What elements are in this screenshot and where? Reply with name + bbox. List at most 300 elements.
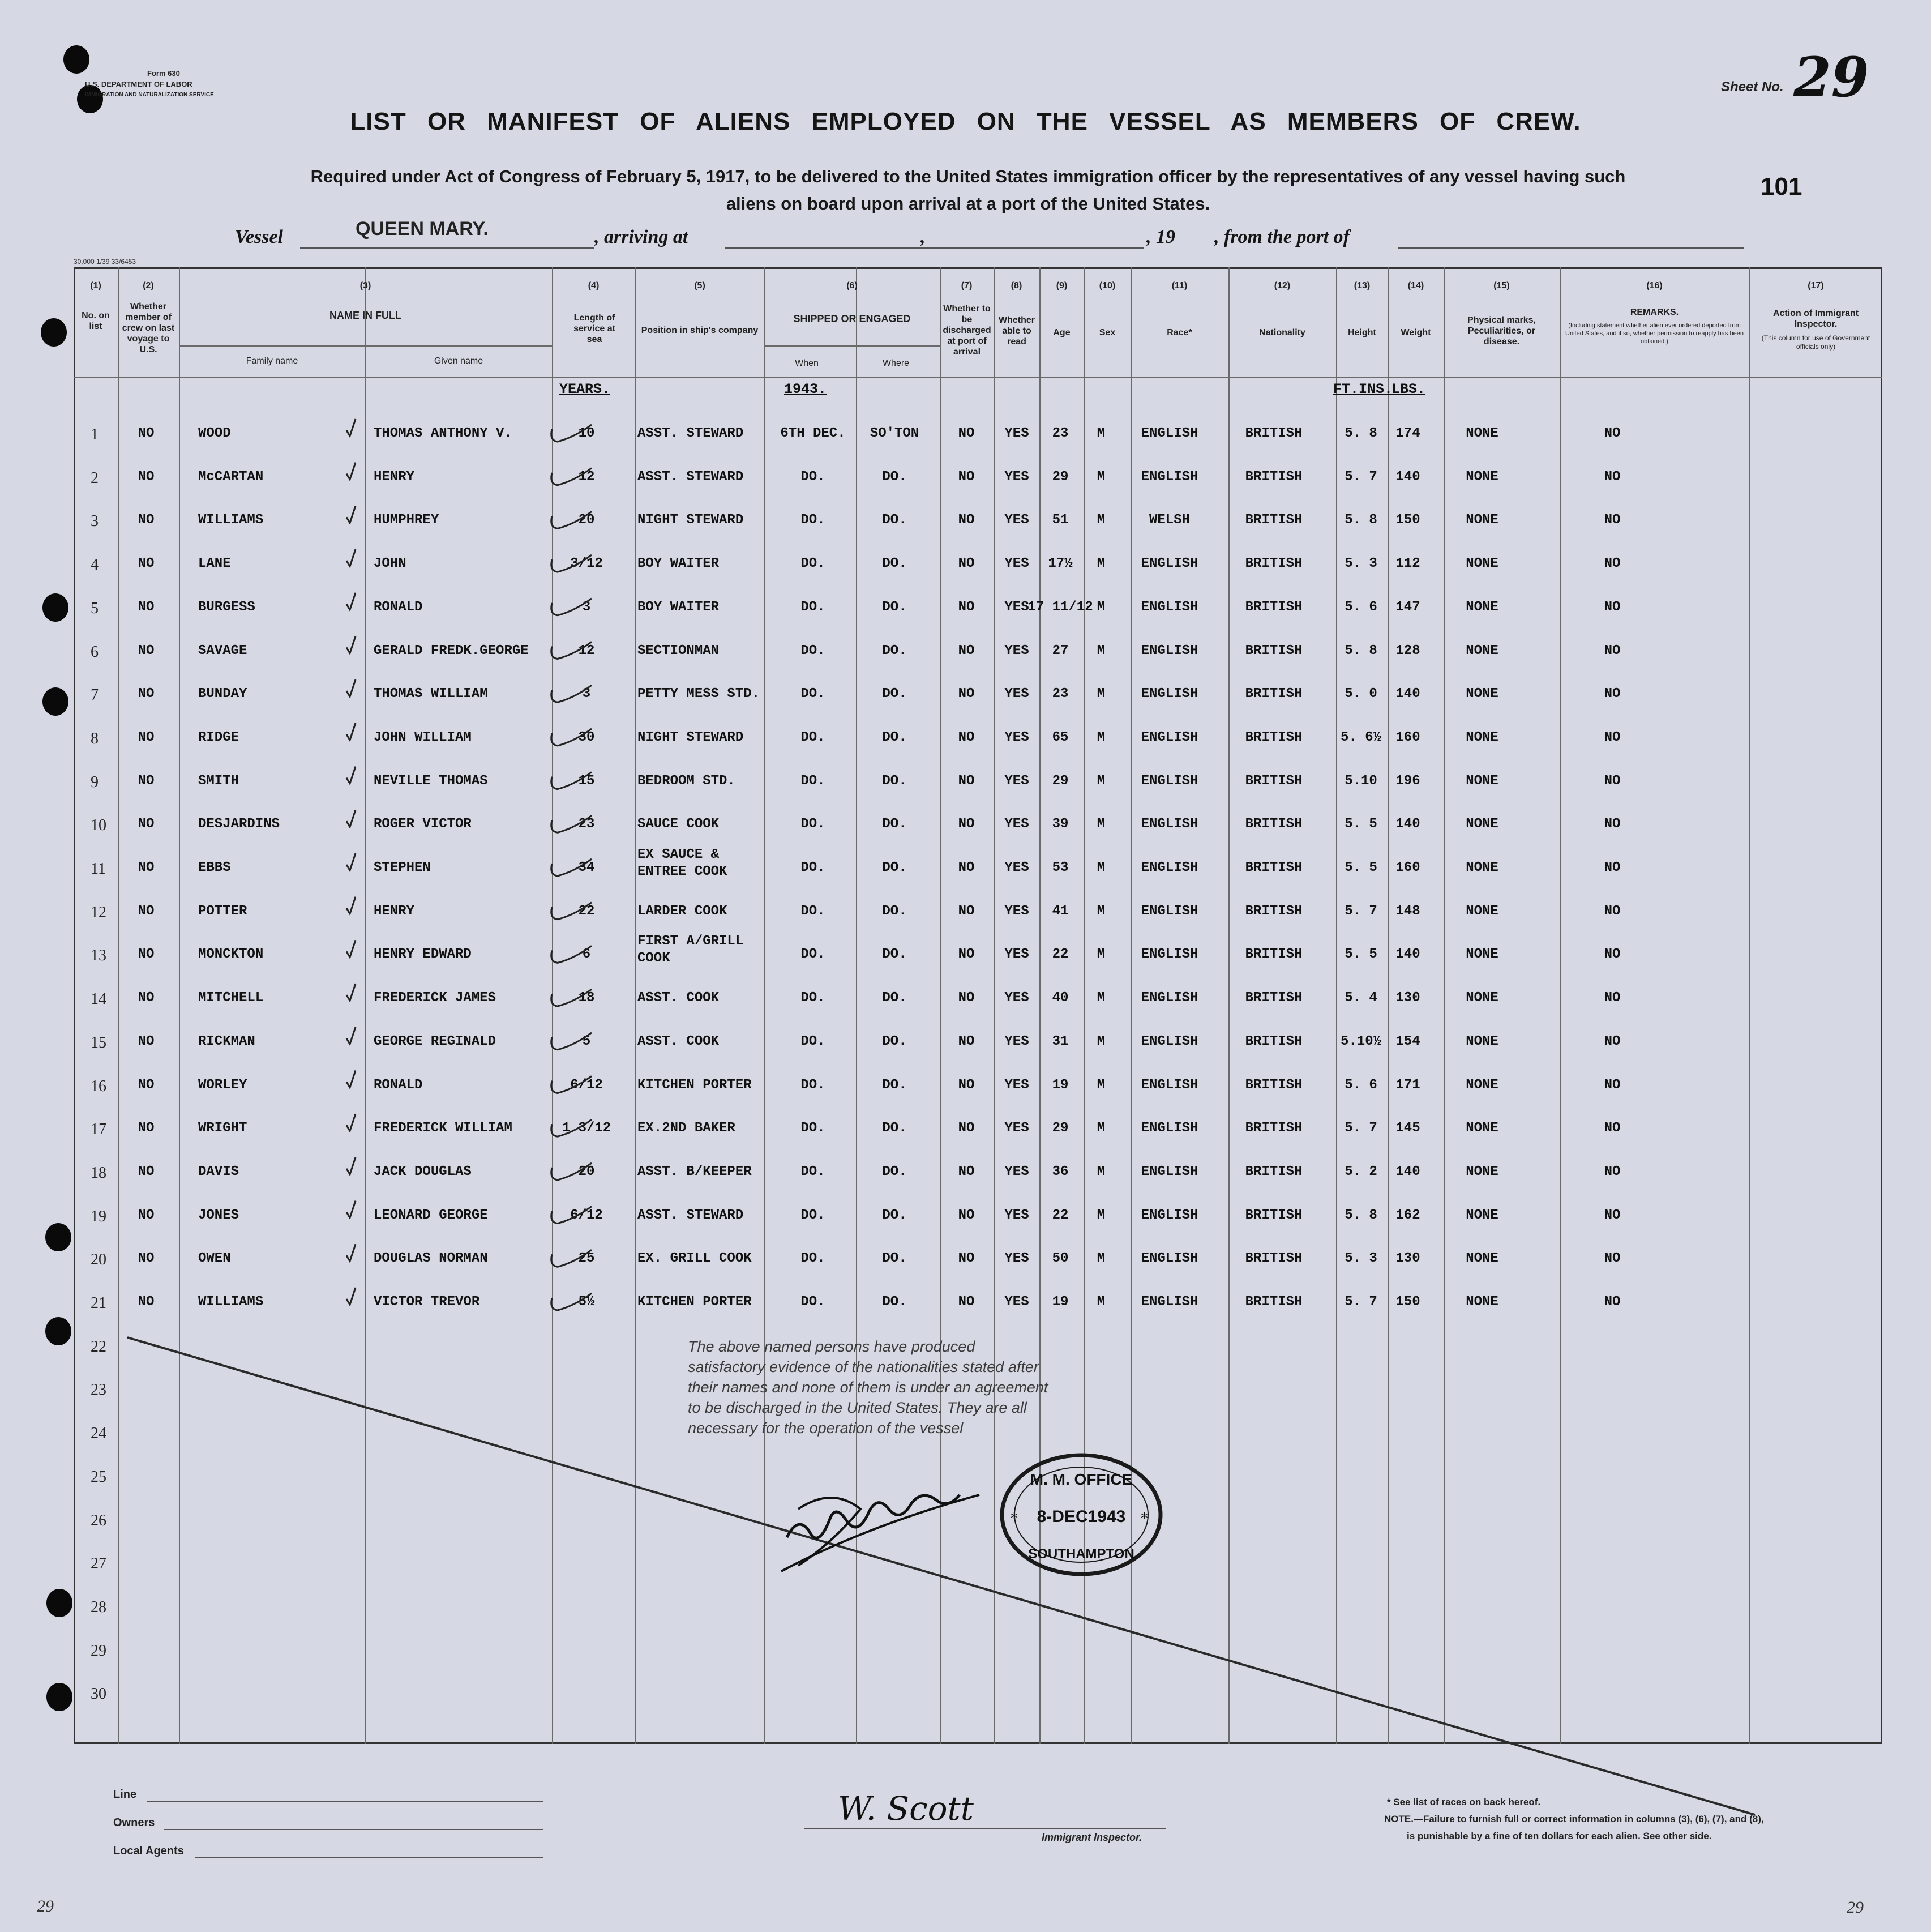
- cell-family: DAVIS: [198, 1164, 239, 1179]
- cell-age: 50: [1052, 1251, 1069, 1267]
- cell-remarks: NO: [1604, 469, 1621, 485]
- cell-family: WILLIAMS: [198, 512, 264, 528]
- col-header-position: Position in ship's company: [641, 326, 759, 335]
- cell-when: DO.: [800, 773, 825, 789]
- footer-line: Line: [113, 1788, 137, 1801]
- cell-where: DO.: [882, 990, 907, 1006]
- check-mark: [346, 679, 356, 696]
- cell-race: ENGLISH: [1141, 426, 1198, 441]
- row-number: 3: [91, 512, 99, 531]
- cell-remarks: NO: [1604, 1077, 1621, 1093]
- page-title: LIST OR MANIFEST OF ALIENS EMPLOYED ON THE VESSEL AS MEMBERS OF CREW.: [350, 108, 1581, 135]
- cell-weight: 162: [1395, 1207, 1420, 1223]
- cell-race: ENGLISH: [1141, 1033, 1198, 1049]
- check-mark: [551, 946, 592, 963]
- cell-where: DO.: [882, 947, 907, 963]
- cell-weight: 112: [1395, 556, 1420, 572]
- cell-weight: 148: [1395, 903, 1420, 919]
- row-number: 8: [91, 729, 99, 747]
- cell-race: ENGLISH: [1141, 643, 1198, 659]
- cell-height: 5. 6: [1345, 599, 1377, 615]
- col-header-action-sub: (This column for use of Government officials only): [1761, 334, 1870, 351]
- subtitle-line-2: aliens on board upon arrival at a port of the United States.: [726, 194, 1210, 213]
- cell-service: 3: [582, 686, 591, 702]
- cell-weight: 171: [1395, 1077, 1420, 1093]
- empty-row-number: 22: [91, 1337, 106, 1356]
- col-header-weight: Weight: [1401, 328, 1431, 337]
- cell-marks: NONE: [1466, 1033, 1498, 1049]
- cell-nat: BRITISH: [1245, 1164, 1303, 1179]
- cell-given: DOUGLAS NORMAN: [374, 1251, 488, 1267]
- cell-sex: M: [1097, 1164, 1106, 1179]
- cell-last: NO: [138, 686, 155, 702]
- check-mark: [346, 897, 356, 914]
- cell-where: DO.: [882, 1251, 907, 1267]
- cell-marks: NONE: [1466, 426, 1498, 441]
- col-header-given: Given name: [434, 356, 483, 366]
- row-number: 13: [91, 947, 106, 965]
- check-mark: [551, 815, 592, 832]
- cell-disch: NO: [958, 469, 975, 485]
- cell-family: SMITH: [198, 773, 239, 789]
- cell-read: YES: [1004, 1294, 1029, 1310]
- unit-height: FT.INS.: [1333, 381, 1393, 397]
- cell-marks: NONE: [1466, 1077, 1498, 1093]
- cell-when: 6TH DEC.: [780, 426, 846, 441]
- cell-sex: M: [1097, 1294, 1106, 1310]
- col-header-name: NAME IN FULL: [329, 310, 401, 321]
- cell-last: NO: [138, 469, 155, 485]
- cell-age: 41: [1052, 903, 1069, 919]
- cell-last: NO: [138, 947, 155, 963]
- subtitle-line-1: Required under Act of Congress of February 5, 1917, to be delivered to the United States immigration officer by the representatives of any vessel having such: [310, 166, 1626, 186]
- cell-given: RONALD: [374, 599, 423, 615]
- check-mark: [551, 1293, 592, 1310]
- cell-marks: NONE: [1466, 599, 1498, 615]
- row-number: 4: [91, 556, 99, 574]
- cell-read: YES: [1004, 686, 1029, 702]
- col-header-marks: Physical marks, Peculiarities, or disease.: [1467, 315, 1536, 347]
- cell-marks: NONE: [1466, 860, 1498, 875]
- cell-family: EBBS: [198, 860, 231, 875]
- cell-remarks: NO: [1604, 947, 1621, 963]
- col-header-family: Family name: [246, 356, 298, 366]
- check-mark: [346, 1201, 356, 1218]
- cell-race: ENGLISH: [1141, 773, 1198, 789]
- row-number: 5: [91, 599, 99, 617]
- cell-nat: BRITISH: [1245, 1251, 1303, 1267]
- cell-race: ENGLISH: [1141, 817, 1198, 832]
- cell-height: 5. 3: [1345, 556, 1377, 572]
- cell-height: 5. 7: [1345, 469, 1377, 485]
- officer-signature: [776, 1458, 991, 1588]
- cell-position: KITCHEN PORTER: [637, 1077, 752, 1093]
- cell-family: WOOD: [198, 426, 231, 441]
- cell-where: DO.: [882, 686, 907, 702]
- cell-last: NO: [138, 512, 155, 528]
- cell-when: DO.: [800, 1033, 825, 1049]
- cell-weight: 160: [1395, 860, 1420, 875]
- cell-family: McCARTAN: [198, 469, 264, 485]
- cell-when: DO.: [800, 817, 825, 832]
- cell-given: LEONARD GEORGE: [374, 1207, 488, 1223]
- check-mark: [346, 723, 356, 740]
- cell-when: DO.: [800, 469, 825, 485]
- check-mark: [346, 549, 356, 566]
- col-header-remarks: REMARKS.: [1630, 307, 1679, 317]
- cell-sex: M: [1097, 1077, 1106, 1093]
- cell-age: 39: [1052, 817, 1069, 832]
- cell-remarks: NO: [1604, 643, 1621, 659]
- cell-marks: NONE: [1466, 990, 1498, 1006]
- cell-marks: NONE: [1466, 1164, 1498, 1179]
- col-header-last-voyage: Whether member of crew on last voyage to U.S.: [122, 302, 175, 354]
- cell-given: GEORGE REGINALD: [374, 1033, 496, 1049]
- cell-service: 10: [578, 426, 595, 441]
- cell-sex: M: [1097, 1033, 1106, 1049]
- cell-weight: 196: [1395, 773, 1420, 789]
- cell-sex: M: [1097, 469, 1106, 485]
- cell-height: 5. 5: [1345, 817, 1377, 832]
- cell-disch: NO: [958, 729, 975, 745]
- cell-remarks: NO: [1604, 990, 1621, 1006]
- cell-family: LANE: [198, 556, 231, 572]
- cell-last: NO: [138, 1294, 155, 1310]
- cell-where: DO.: [882, 599, 907, 615]
- cell-age: 29: [1052, 1121, 1069, 1136]
- cell-race: ENGLISH: [1141, 1164, 1198, 1179]
- cell-race: ENGLISH: [1141, 1077, 1198, 1093]
- col-header-race: Race*: [1167, 328, 1192, 337]
- footer-notes: * See list of races on back hereof. NOTE.—Failure to furnish full or correct information in columns (3), (6), (7), and (8), is punishable by a fine of ten dollars for each alien. See other side.: [1384, 1797, 1764, 1841]
- cell-remarks: NO: [1604, 512, 1621, 528]
- cell-age: 22: [1052, 1207, 1069, 1223]
- cell-given: ROGER VICTOR: [374, 817, 472, 832]
- check-mark: [346, 1071, 356, 1088]
- cell-nat: BRITISH: [1245, 903, 1303, 919]
- row-number: 9: [91, 773, 99, 791]
- cell-weight: 140: [1395, 1164, 1420, 1179]
- cell-age: 40: [1052, 990, 1069, 1006]
- cell-read: YES: [1004, 1077, 1029, 1093]
- cell-service: 3: [582, 599, 591, 615]
- cell-disch: NO: [958, 1164, 975, 1179]
- cell-where: DO.: [882, 1207, 907, 1223]
- col-header-remarks-sub: (Including statement whether alien ever ordered deported from United States, and if so, whether permission to reapply has been obtained.): [1565, 322, 1744, 345]
- col-header-age: Age: [1053, 328, 1071, 337]
- cell-last: NO: [138, 729, 155, 745]
- cell-disch: NO: [958, 990, 975, 1006]
- cell-when: DO.: [800, 1251, 825, 1267]
- cell-read: YES: [1004, 1164, 1029, 1179]
- svg-text:*: *: [1141, 1510, 1148, 1527]
- cell-nat: BRITISH: [1245, 1294, 1303, 1310]
- cell-last: NO: [138, 1164, 155, 1179]
- cell-disch: NO: [958, 426, 975, 441]
- inspector-label: Immigrant Inspector.: [1042, 1832, 1142, 1843]
- cell-remarks: NO: [1604, 686, 1621, 702]
- cell-when: DO.: [800, 903, 825, 919]
- check-mark: [551, 1033, 592, 1050]
- cell-marks: NONE: [1466, 1207, 1498, 1223]
- print-code: 30,000 1/39 33/6453: [74, 258, 136, 266]
- cell-given: FREDERICK JAMES: [374, 990, 496, 1006]
- cell-position: BEDROOM STD.: [637, 773, 735, 789]
- cell-read: YES: [1004, 426, 1029, 441]
- manifest-page: Form 630 U.S. DEPARTMENT OF LABOR IMMIGRATION AND NATURALIZATION SERVICE Sheet No. 29 LIST OR MANIFEST OF ALIENS EMPLOYED ON THE VESSEL AS MEMBERS OF CREW. Required under Act of Congress of February 5, 1917, to be delivered to the United States immigration officer by the representatives of any vessel having such aliens on board upon arrival at a port of the United States. 101 Vessel QUEEN MARY. , arriving at , , 19 , from the port of 30,000 1/39 33/6453 (1) (2) (3) (4) (5) (6) (7) (8) (9) (10) (11) (12) (13) (14) (15) (16) (17) No. on list Whether member of crew on last voyage to U.S. NAME IN FULL Family name Given name Length of service at sea Position in ship's company SHIPPED OR ENGAGED When Where Whether to be discharged at port of arrival Whether able to read Age Sex Race* Nationality Height Weight Physical marks, Peculiarities, or disease. REMARKS. (Including statement whether alien ever ordered deported from United States, and if so, whether permission to reapply has been obtained.) Action of Immigrant Inspector. (This column for use of Government officials only) YEARS. 1943. FT.INS. LBS. 1 NO WOOD THOMAS ANTHONY V. 10 ASST. STEWARD 6TH DEC. SO'TON NO YES 23 M ENGLISH BRITISH 5. 8 174 NONE NO 2 NO McCARTAN HENRY 12 ASST. STEWARD DO. DO. NO YES 29 M ENGLISH BRITISH 5. 7 140 NONE NO 3 NO WILLIAMS HUMPHREY 20 NIGHT STEWARD DO. DO. NO YES 51 M WELSH BRITISH 5. 8 150 NONE NO 4 NO LANE JOHN 3/12 BOY WAITER DO. DO. NO YES 17½ M ENGLISH BRITISH 5. 3 112 NONE NO 5 NO BURGESS RONALD 3 BOY WAITER DO. DO. NO YES 17 11/12 M ENGLISH BRITISH 5. 6 147 NONE NO 6 NO SAVAGE GERALD FREDK.GEORGE 12 SECTIONMAN DO. DO. NO YES 27 M ENGLISH BRITISH 5. 8 128 NONE NO 7 NO BUNDAY THOMAS WILLIAM 3 PETTY MESS STD. DO. DO. NO YES 23 M ENGLISH BRITISH 5. 0 140 NONE NO 8 NO RIDGE JOHN WILLIAM 30 NIGHT STEWARD DO. DO. NO YES 65 M ENGLISH BRITISH 5. 6½ 160 NONE NO 9 NO SMITH NEVILLE THOMAS 15 BEDROOM STD. DO. DO. NO YES 29 M ENGLISH BRITISH 5.10 196 NONE NO 10 NO DESJARDINS ROGER VICTOR 23 SAUCE COOK DO. DO. NO YES 39 M ENGLISH BRITISH 5. 5 140 NONE NO 11 NO EBBS STEPHEN 34 EX SAUCE & ENTREE COOK DO. DO. NO YES 53 M ENGLISH BRITISH 5. 5 160 NONE NO 12 NO POTTER HENRY 22 LARDER COOK DO. DO. NO YES 41 M ENGLISH BRITISH 5. 7 148 NONE NO 13 NO MONCKTON HENRY EDWARD 6 FIRST A/GRILL COOK DO. DO. NO YES 22 M ENGLISH BRITISH 5. 5 140 NONE NO 14 NO MITCHELL FREDERICK JAMES 18 ASST. COOK DO. DO. NO YES 40 M ENGLISH BRITISH 5. 4 130 NONE NO 15 NO RICKMAN GEORGE REGINALD 5 ASST. COOK DO. DO. NO YES 31 M ENGLISH BRITISH 5.10½ 154 NONE NO 16 NO WORLEY RONALD 6/12 KITCHEN PORTER DO. DO. NO YES 19 M ENGLISH BRITISH 5. 6 171 NONE NO 17 NO WRIGHT FREDERICK WILLIAM 1 3/12 EX.2ND BAKER DO. DO. NO YES 29 M ENGLISH BRITISH 5. 7 145 NONE NO 18 NO DAVIS JACK DOUGLAS 20 ASST. B/KEEPER DO. DO. NO YES 36 M ENGLISH BRITISH 5. 2 140 NONE NO 19 NO JONES LEONARD GEORGE 6/12 ASST. STEWARD DO. DO. NO YES 22 M ENGLISH BRITISH 5. 8 162 NONE NO 20 NO OWEN DOUGLAS NORMAN 25 EX. GRILL COOK DO. DO. NO YES 50 M ENGLISH BRITISH 5. 3 130 NONE NO 21 NO WILLIAMS VICTOR TREVOR 5½ KITCHEN PORTER DO. DO. NO YES 19 M ENGLISH BRITISH 5. 7 150 NONE NO 22 23 24 25 26 27 28 29 30 The above named persons have produced satisfactory evidence of the nationalities stated after their names and none of them is under an agreement to be discharged in the United States. They are all necessary for the operation of the vessel M. M. OFFICE 8-DEC1943 SOUTHAMPTON * * Line Owners Local Agents W. Scott Immigrant Inspector. * See list of races on back hereof. NOTE.—Failure to furnish full or correct information in columns (3), (6), (7), and (8), is punishable by a fine of ten dollars for each alien. See other side. 29 29: [0, 0, 1931, 1932]
- row-number: 2: [91, 469, 99, 487]
- cell-given: JACK DOUGLAS: [374, 1164, 472, 1179]
- cell-age: 29: [1052, 469, 1069, 485]
- cell-last: NO: [138, 903, 155, 919]
- cell-family: WORLEY: [198, 1077, 247, 1093]
- cell-nat: BRITISH: [1245, 773, 1303, 789]
- cell-nat: BRITISH: [1245, 556, 1303, 572]
- check-mark: [346, 984, 356, 1001]
- cell-where: DO.: [882, 860, 907, 875]
- cell-given: HENRY: [374, 903, 415, 919]
- cell-sex: M: [1097, 903, 1106, 919]
- service: IMMIGRATION AND NATURALIZATION SERVICE: [85, 92, 214, 98]
- cell-race: ENGLISH: [1141, 947, 1198, 963]
- check-mark: [551, 1207, 592, 1224]
- cell-position: SECTIONMAN: [637, 643, 720, 659]
- cell-marks: NONE: [1466, 903, 1498, 919]
- cell-position: ASST. COOK: [637, 1033, 720, 1049]
- cell-weight: 128: [1395, 643, 1420, 659]
- corner-number-left: 29: [37, 1897, 54, 1916]
- cell-weight: 140: [1395, 686, 1420, 702]
- cell-disch: NO: [958, 903, 975, 919]
- cell-nat: BRITISH: [1245, 1077, 1303, 1093]
- cell-height: 5. 7: [1345, 1294, 1377, 1310]
- cell-nat: BRITISH: [1245, 817, 1303, 832]
- cell-where: SO'TON: [870, 426, 919, 441]
- cell-remarks: NO: [1604, 599, 1621, 615]
- cell-read: YES: [1004, 512, 1029, 528]
- check-mark: [346, 853, 356, 870]
- corner-number-right: 29: [1847, 1898, 1864, 1917]
- cell-last: NO: [138, 860, 155, 875]
- cell-when: DO.: [800, 686, 825, 702]
- cell-given: STEPHEN: [374, 860, 431, 875]
- cell-service: 12: [578, 469, 595, 485]
- check-mark: [346, 940, 356, 957]
- cell-service: 18: [578, 990, 595, 1006]
- cell-race: ENGLISH: [1141, 1294, 1198, 1310]
- cell-where: DO.: [882, 643, 907, 659]
- stamp-bottom: SOUTHAMPTON: [1028, 1546, 1134, 1562]
- check-mark: [346, 1244, 356, 1261]
- cell-given: FREDERICK WILLIAM: [374, 1121, 512, 1136]
- cell-given: NEVILLE THOMAS: [374, 773, 488, 789]
- cell-service: 20: [578, 1164, 595, 1179]
- cell-age: 19: [1052, 1077, 1069, 1093]
- cell-where: DO.: [882, 729, 907, 745]
- col-header-service: Length of service at sea: [573, 313, 615, 344]
- cell-given: THOMAS ANTHONY V.: [374, 426, 512, 441]
- cell-read: YES: [1004, 1033, 1029, 1049]
- cell-position: EX SAUCE & ENTREE COOK: [637, 847, 727, 879]
- cell-disch: NO: [958, 1121, 975, 1136]
- cell-where: DO.: [882, 1294, 907, 1310]
- check-mark: [346, 593, 356, 610]
- cell-position: ASST. COOK: [637, 990, 720, 1006]
- cell-marks: NONE: [1466, 556, 1498, 572]
- cell-family: JONES: [198, 1207, 239, 1223]
- cell-position: SAUCE COOK: [637, 817, 720, 832]
- cell-service: 15: [578, 773, 595, 789]
- cell-family: RIDGE: [198, 729, 239, 745]
- cell-age: 23: [1052, 686, 1069, 702]
- cell-position: BOY WAITER: [637, 556, 720, 572]
- cell-service: 30: [578, 729, 595, 745]
- check-mark: [551, 555, 592, 572]
- arriving-label: , arriving at: [594, 226, 688, 247]
- cell-when: DO.: [800, 1164, 825, 1179]
- cell-nat: BRITISH: [1245, 1033, 1303, 1049]
- cell-when: DO.: [800, 729, 825, 745]
- cell-service: 6/12: [570, 1077, 603, 1093]
- cell-weight: 174: [1395, 426, 1420, 441]
- cell-when: DO.: [800, 990, 825, 1006]
- footer-local-agents: Local Agents: [113, 1845, 184, 1857]
- cell-disch: NO: [958, 512, 975, 528]
- cell-remarks: NO: [1604, 1121, 1621, 1136]
- sheet-label: Sheet No.: [1721, 79, 1784, 95]
- cell-nat: BRITISH: [1245, 729, 1303, 745]
- cell-height: 5. 5: [1345, 860, 1377, 875]
- from-label: , from the port of: [1214, 226, 1350, 247]
- check-mark: [346, 1157, 356, 1174]
- cell-last: NO: [138, 1033, 155, 1049]
- cell-when: DO.: [800, 599, 825, 615]
- cell-read: YES: [1004, 773, 1029, 789]
- cell-height: 5. 7: [1345, 903, 1377, 919]
- cell-sex: M: [1097, 947, 1106, 963]
- cell-position: PETTY MESS STD.: [637, 686, 760, 702]
- cell-nat: BRITISH: [1245, 990, 1303, 1006]
- cell-height: 5. 3: [1345, 1251, 1377, 1267]
- cell-remarks: NO: [1604, 817, 1621, 832]
- cell-last: NO: [138, 817, 155, 832]
- cell-position: NIGHT STEWARD: [637, 512, 744, 528]
- cell-family: MITCHELL: [198, 990, 264, 1006]
- cell-family: MONCKTON: [198, 947, 264, 963]
- cell-height: 5. 5: [1345, 947, 1377, 963]
- cell-given: THOMAS WILLIAM: [374, 686, 488, 702]
- check-mark: [551, 903, 592, 920]
- cell-when: DO.: [800, 1077, 825, 1093]
- check-mark: [551, 859, 592, 876]
- cell-given: VICTOR TREVOR: [374, 1294, 480, 1310]
- cell-nat: BRITISH: [1245, 686, 1303, 702]
- cell-remarks: NO: [1604, 556, 1621, 572]
- cell-last: NO: [138, 1207, 155, 1223]
- cell-sex: M: [1097, 860, 1106, 875]
- cell-disch: NO: [958, 1294, 975, 1310]
- cell-read: YES: [1004, 817, 1029, 832]
- cell-last: NO: [138, 599, 155, 615]
- cell-sex: M: [1097, 773, 1106, 789]
- empty-row-number: 25: [91, 1468, 106, 1486]
- cell-disch: NO: [958, 686, 975, 702]
- year-label: , 19: [1146, 226, 1175, 247]
- cell-nat: BRITISH: [1245, 599, 1303, 615]
- cell-race: ENGLISH: [1141, 1121, 1198, 1136]
- empty-row-number: 29: [91, 1642, 106, 1660]
- cell-nat: BRITISH: [1245, 512, 1303, 528]
- cell-nat: BRITISH: [1245, 426, 1303, 441]
- cell-service: 6/12: [570, 1207, 603, 1223]
- vessel-label: Vessel: [235, 226, 283, 247]
- cell-position: NIGHT STEWARD: [637, 729, 744, 745]
- cell-height: 5. 2: [1345, 1164, 1377, 1179]
- cell-family: OWEN: [198, 1251, 231, 1267]
- check-mark: [346, 1288, 356, 1305]
- cell-last: NO: [138, 773, 155, 789]
- col-header-action: Action of Immigrant Inspector.: [1772, 309, 1859, 329]
- cell-age: 17 11/12: [1027, 599, 1093, 615]
- cell-where: DO.: [882, 903, 907, 919]
- form-number: Form 630: [147, 69, 180, 78]
- col-header-sex: Sex: [1099, 328, 1116, 337]
- cell-disch: NO: [958, 860, 975, 875]
- cell-age: 23: [1052, 426, 1069, 441]
- cell-position: ASST. STEWARD: [637, 1207, 744, 1223]
- cell-race: ENGLISH: [1141, 903, 1198, 919]
- cell-weight: 145: [1395, 1121, 1420, 1136]
- row-number: 18: [91, 1164, 106, 1182]
- footer-owners: Owners: [113, 1816, 155, 1829]
- cell-when: DO.: [800, 1207, 825, 1223]
- cell-race: ENGLISH: [1141, 860, 1198, 875]
- cell-race: ENGLISH: [1141, 990, 1198, 1006]
- cell-read: YES: [1004, 599, 1029, 615]
- cell-height: 5. 8: [1345, 512, 1377, 528]
- cell-family: BUNDAY: [198, 686, 247, 702]
- cell-read: YES: [1004, 903, 1029, 919]
- cell-given: HENRY EDWARD: [374, 947, 472, 963]
- cell-given: HENRY: [374, 469, 415, 485]
- cell-remarks: NO: [1604, 1207, 1621, 1223]
- unit-weight: LBS.: [1391, 381, 1426, 397]
- cell-given: JOHN: [374, 556, 406, 572]
- cell-remarks: NO: [1604, 860, 1621, 875]
- check-mark: [551, 729, 592, 746]
- cell-when: DO.: [800, 947, 825, 963]
- cell-where: DO.: [882, 773, 907, 789]
- unit-year: 1943.: [784, 381, 827, 397]
- cell-sex: M: [1097, 599, 1106, 615]
- cell-last: NO: [138, 990, 155, 1006]
- cell-disch: NO: [958, 947, 975, 963]
- check-mark: [551, 772, 592, 789]
- cell-last: NO: [138, 1251, 155, 1267]
- row-number: 11: [91, 860, 106, 878]
- row-number: 15: [91, 1033, 106, 1052]
- check-mark: [346, 419, 356, 436]
- cell-read: YES: [1004, 990, 1029, 1006]
- row-number: 12: [91, 903, 106, 921]
- cell-disch: NO: [958, 599, 975, 615]
- row-number: 1: [91, 426, 99, 443]
- check-mark: [551, 1163, 592, 1180]
- cell-age: 31: [1052, 1033, 1069, 1049]
- cell-given: GERALD FREDK.GEORGE: [374, 643, 529, 659]
- cell-when: DO.: [800, 643, 825, 659]
- col-header-when: When: [795, 358, 819, 368]
